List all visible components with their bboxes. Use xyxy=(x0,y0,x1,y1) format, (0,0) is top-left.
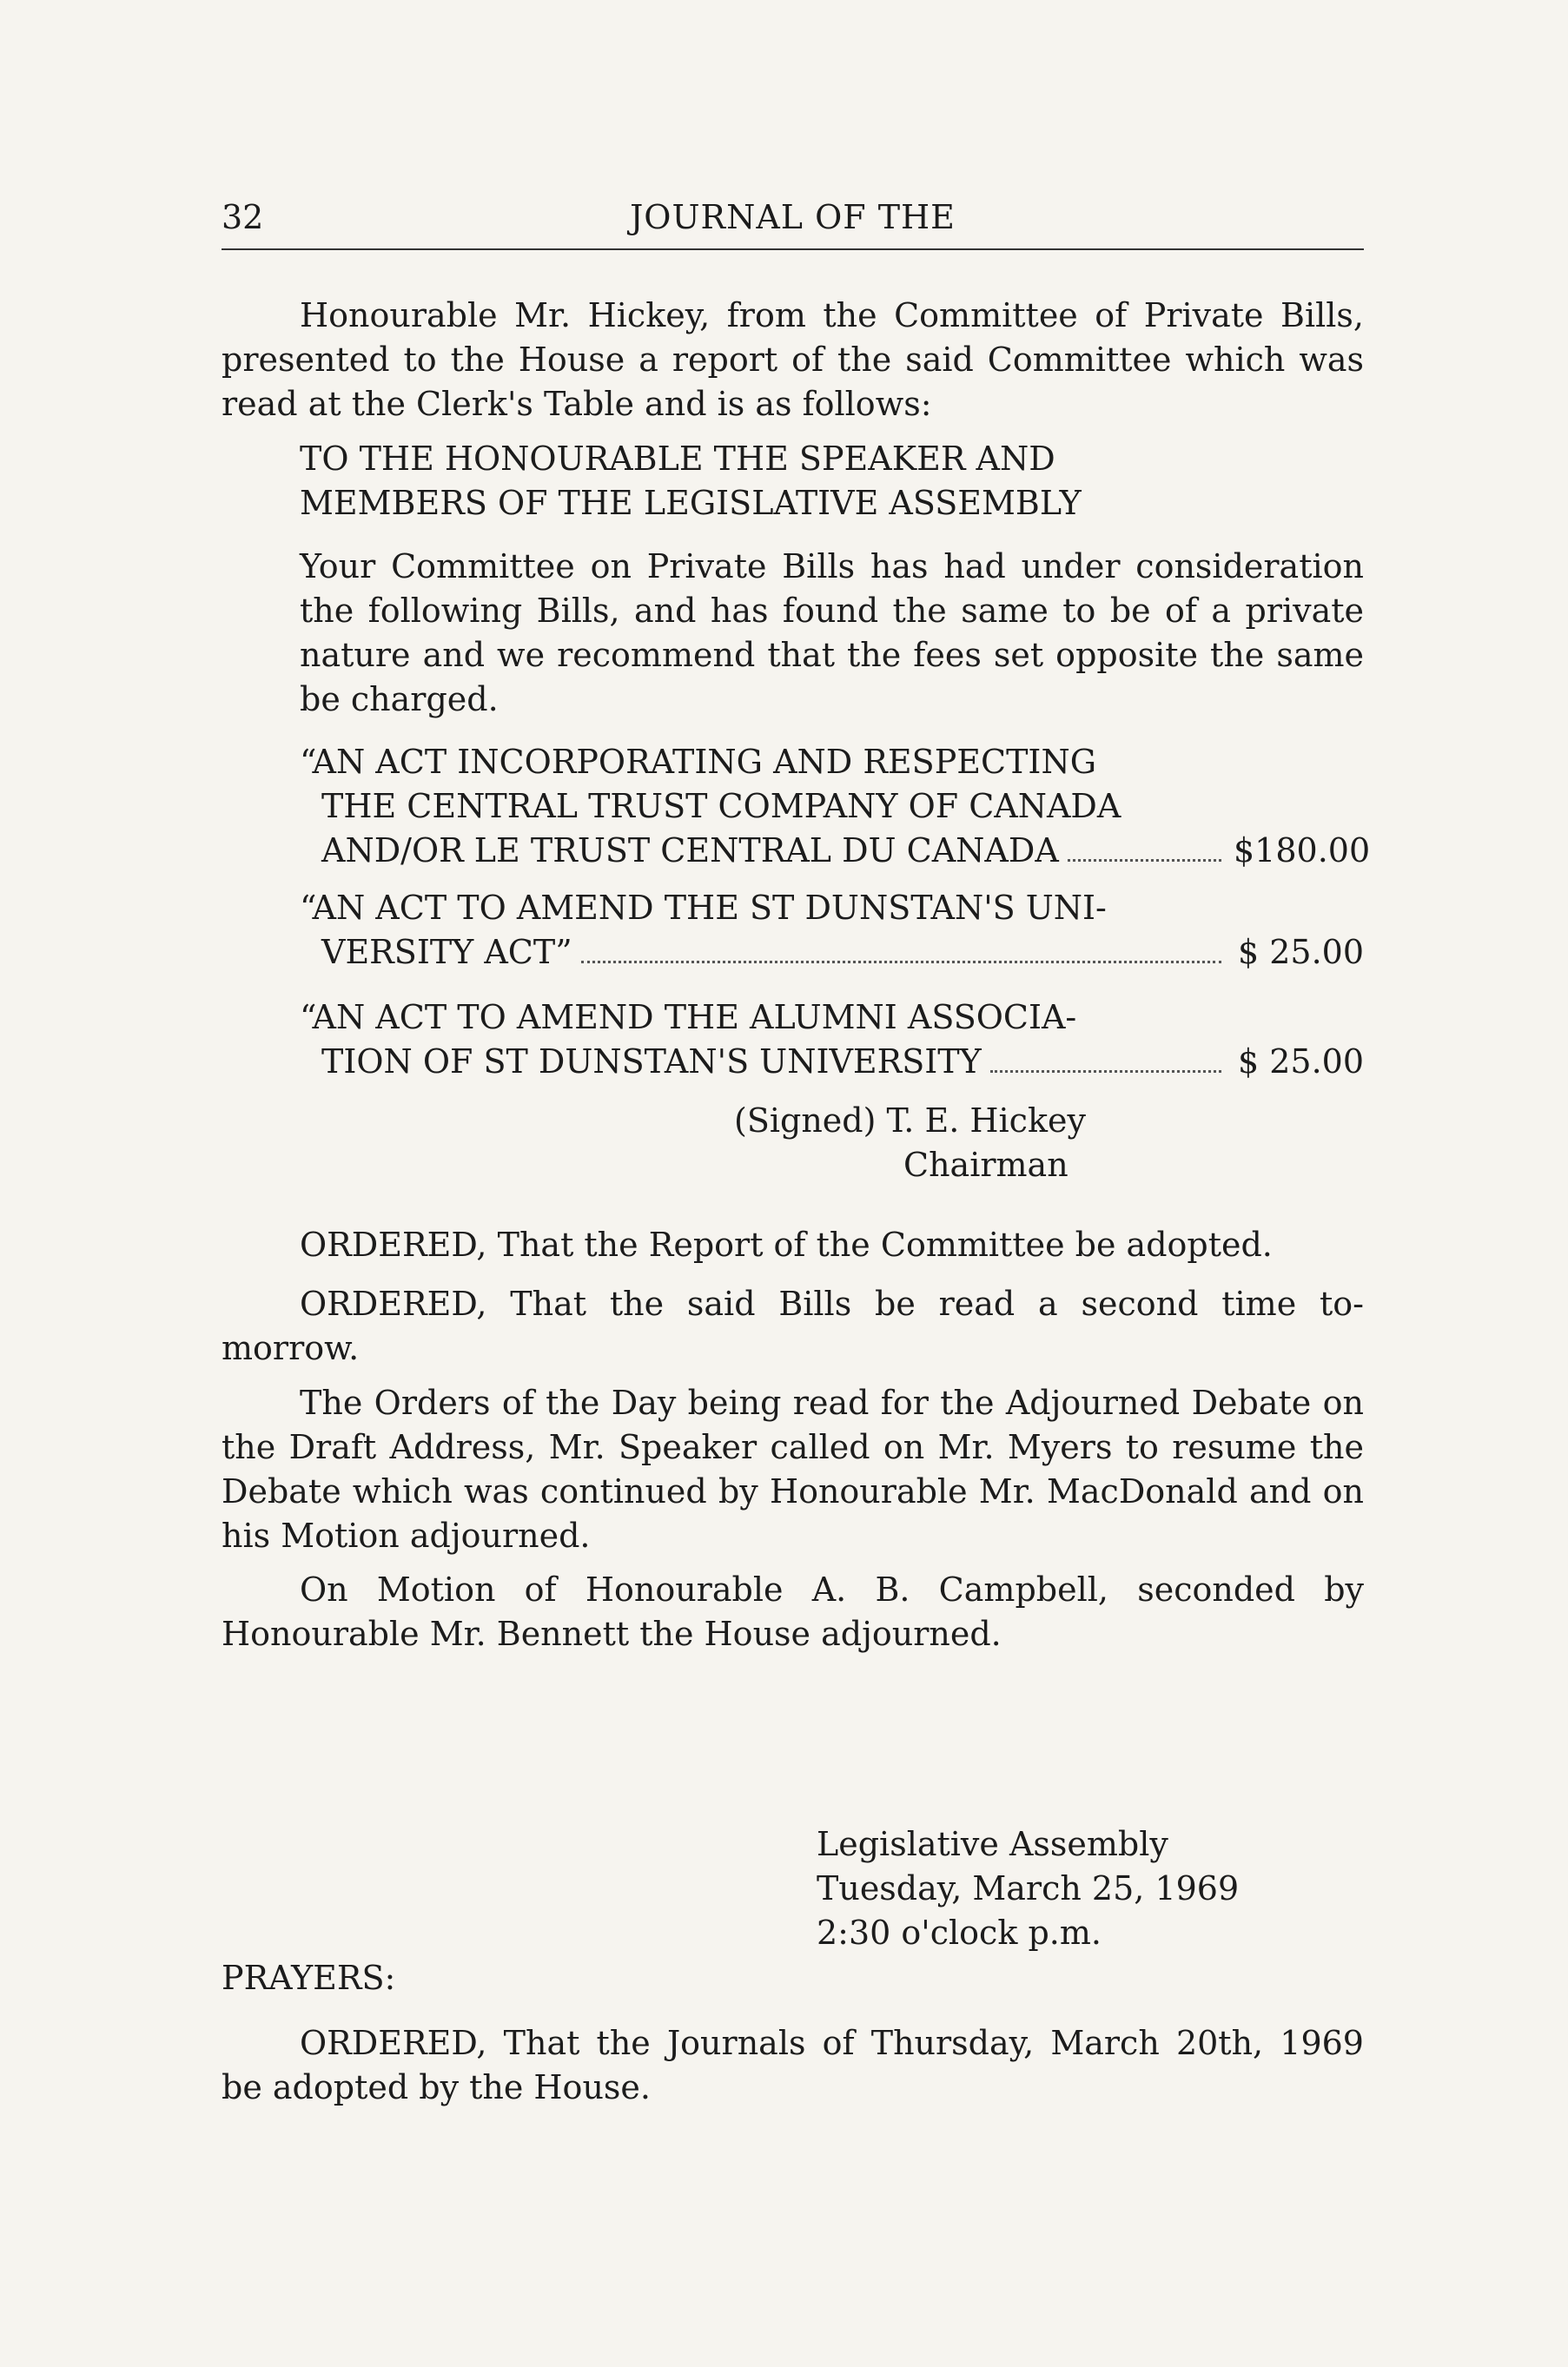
bill-3-fee: $ 25.00 xyxy=(1237,1042,1364,1081)
sitting-location-block xyxy=(817,1822,1239,1955)
bill-1-line-3: AND/OR LE TRUST CENTRAL DU CANADA xyxy=(321,831,1059,869)
ordered-paragraph-3: ORDERED, That the Journals of Thursday, March 20th, 1969 be adopted by the House. xyxy=(222,2024,1364,2106)
dot-leader xyxy=(1068,859,1221,862)
bill-entry-2 xyxy=(300,886,1364,975)
signer-name: T. E. Hickey xyxy=(886,1101,1086,1140)
dot-leader xyxy=(581,961,1221,963)
bill-1-line-2: THE CENTRAL TRUST COMPANY OF CANADA xyxy=(321,787,1121,825)
bill-entry-3 xyxy=(300,995,1364,1084)
bill-3-line-2: TION OF ST DUNSTAN'S UNIVERSITY xyxy=(321,1042,982,1081)
location-time: 2:30 o'clock p.m. xyxy=(817,1914,1102,1952)
signed-label: (Signed) xyxy=(734,1101,877,1140)
signer-title: Chairman xyxy=(903,1146,1068,1184)
location-date: Tuesday, March 25, 1969 xyxy=(817,1869,1240,1907)
signature-block xyxy=(734,1099,1086,1187)
bill-2-line-1: “AN ACT TO AMEND THE ST DUNSTAN'S UNI- xyxy=(300,889,1107,927)
dot-leader xyxy=(990,1070,1221,1073)
committee-paragraph: Your Committee on Private Bills has had under consideration the following Bills, and has found the same to be of a private nature and we recommend that the fees set opposite the same be charged. xyxy=(300,547,1364,718)
bill-1-fee: $180.00 xyxy=(1234,831,1371,869)
page-number: 32 xyxy=(222,198,264,236)
bill-3-line-1: “AN ACT TO AMEND THE ALUMNI ASSOCIA- xyxy=(300,998,1077,1036)
prayers-heading: PRAYERS: xyxy=(222,1959,396,1997)
orders-of-day-paragraph: The Orders of the Day being read for the Adjourned Debate on the Draft Address, Mr. Speaker called on Mr. Myers to resume the Debate which was continued by Honourable Mr. MacDonald and on his Motion adjourned. xyxy=(222,1384,1364,1555)
address-line-2: MEMBERS OF THE LEGISLATIVE ASSEMBLY xyxy=(300,484,1082,522)
intro-paragraph: Honourable Mr. Hickey, from the Committee of Private Bills, presented to the House a report of the said Committee which was read at the Clerk's Table and is as follows: xyxy=(222,296,1364,423)
bill-entry-1 xyxy=(300,740,1371,873)
bill-2-fee: $ 25.00 xyxy=(1237,933,1364,971)
page-header xyxy=(222,198,1364,250)
motion-paragraph: On Motion of Honourable A. B. Campbell, seconded by Honourable Mr. Bennett the House adjourned. xyxy=(222,1570,1364,1653)
running-head: JOURNAL OF THE xyxy=(630,198,956,236)
ordered-paragraph-2: ORDERED, That the said Bills be read a second time to-morrow. xyxy=(222,1285,1364,1367)
bill-1-fee-row xyxy=(300,829,1371,873)
bill-2-fee-row xyxy=(300,930,1364,975)
location-body: Legislative Assembly xyxy=(817,1825,1168,1863)
bill-3-fee-row xyxy=(300,1040,1364,1084)
ordered-paragraph-1: ORDERED, That the Report of the Committee be adopted. xyxy=(300,1226,1273,1264)
bill-1-line-1: “AN ACT INCORPORATING AND RESPECTING xyxy=(300,743,1097,781)
address-line-1: TO THE HONOURABLE THE SPEAKER AND xyxy=(300,440,1055,478)
address-heading xyxy=(300,437,1364,526)
bill-2-line-2: VERSITY ACT” xyxy=(321,933,572,971)
